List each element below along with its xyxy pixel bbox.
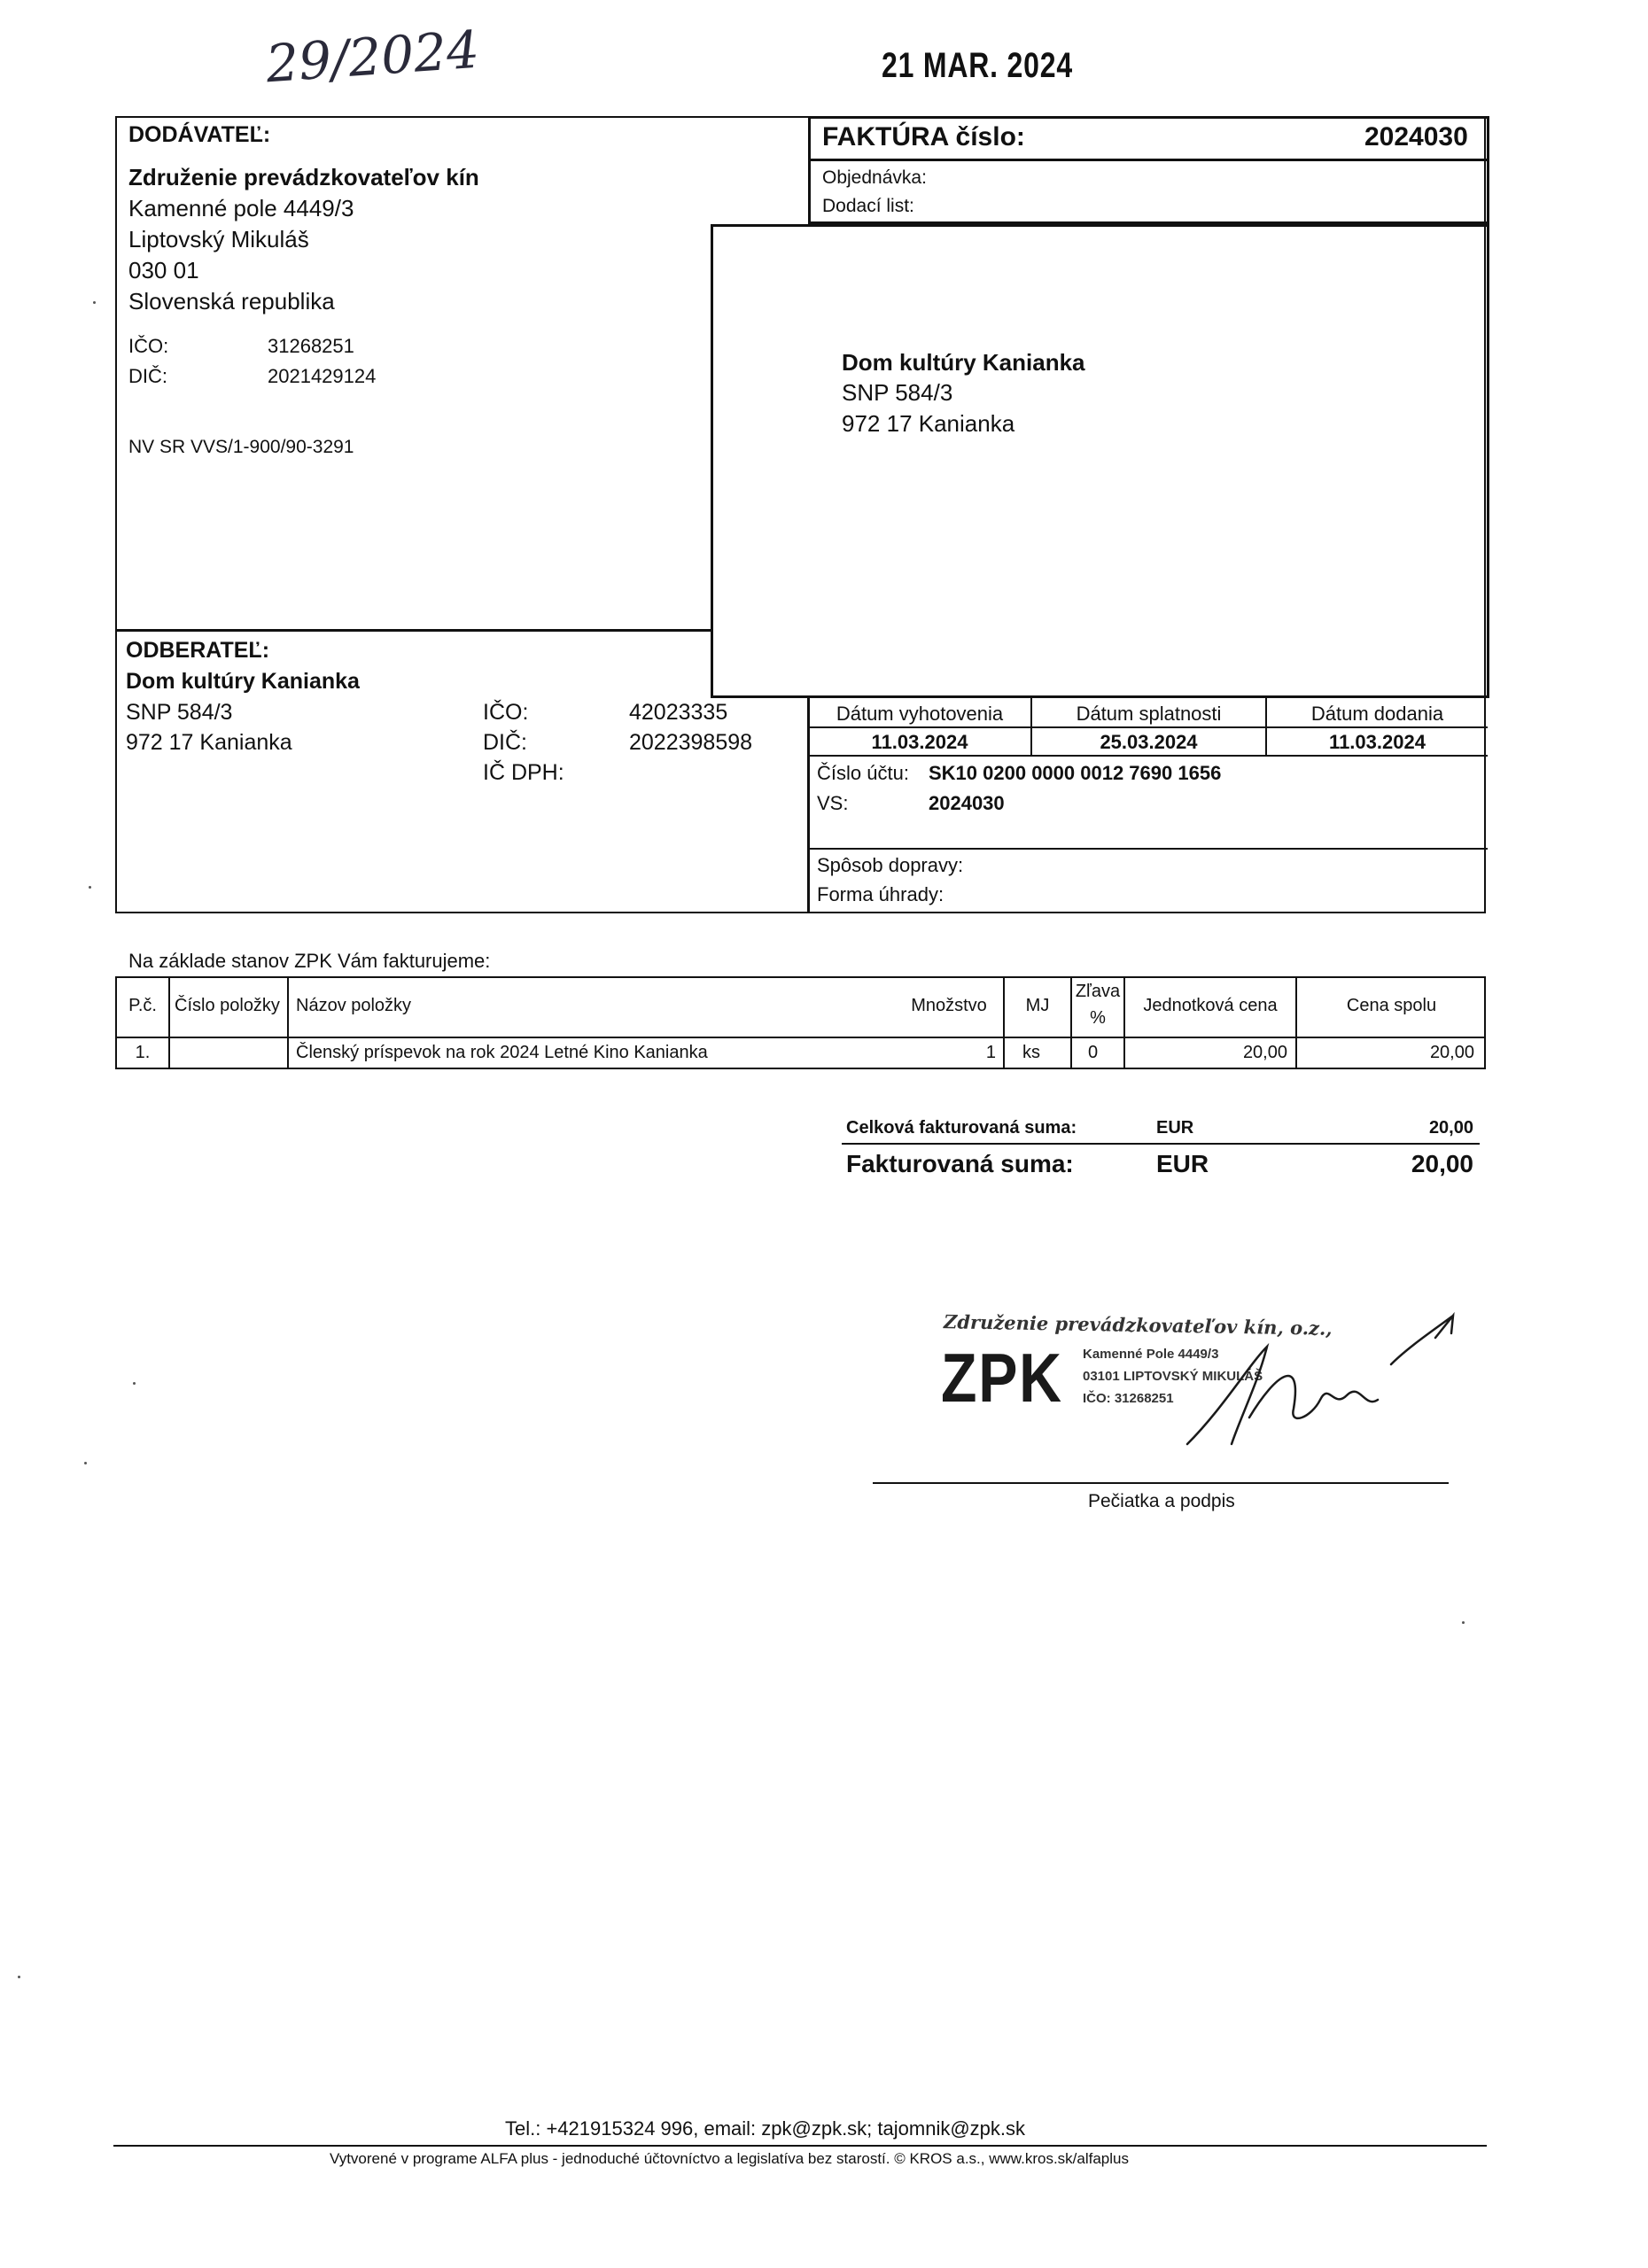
received-date-stamp: 21 MAR. 2024 [882,46,1073,85]
col-header-total: Cena spolu [1346,996,1437,1015]
issue-date: 11.03.2024 [871,731,968,753]
footer-line [113,2145,1487,2147]
dates-bottom-divider [807,755,1488,757]
invoiced-currency: EUR [1156,1150,1209,1177]
customer-name: Dom kultúry Kanianka [126,669,360,694]
col-header-discount-percent: % [1090,1008,1106,1028]
items-col-divider-2 [287,976,289,1069]
col-header-unit: MJ [1025,996,1050,1015]
items-intro: Na základe stanov ZPK Vám fakturujeme: [128,950,491,972]
invoice-number: 2024030 [1364,122,1468,151]
delivery-date: 11.03.2024 [1329,731,1426,753]
total-label: Celková fakturovaná suma: [846,1118,1077,1138]
stamp-logo: ZPK [941,1339,1063,1417]
due-date-label: Dátum splatnosti [1076,703,1222,725]
stamp-ico-line: IČO: 31268251 [1083,1391,1174,1406]
col-header-item-no: Číslo položky [175,996,280,1015]
scan-speck [93,301,96,304]
invoice-title: FAKTÚRA číslo: [822,122,1025,151]
supplier-name: Združenie prevádzkovateľov kín [128,164,479,190]
supplier-city: Liptovský Mikuláš [128,226,309,252]
recipient-address-window [711,224,1489,698]
vs-number: 2024030 [929,792,1005,814]
invoiced-value: 20,00 [1411,1150,1473,1177]
footer-contact: Tel.: +421915324 996, email: zpk@zpk.sk; tajomnik@zpk.sk [505,2117,1026,2140]
supplier-dic-label: DIČ: [128,365,167,387]
total-value: 20,00 [1428,1118,1473,1138]
total-currency: EUR [1156,1118,1194,1138]
scan-speck [1462,1621,1465,1624]
customer-dic: 2022398598 [629,730,753,755]
scan-speck [18,1976,20,1978]
footer-software: Vytvorené v programe ALFA plus - jednoduché účtovníctvo a legislatíva bez starostí. © KROS a.s., www.kros.sk/alfaplus [330,2150,1129,2167]
transport-label: Spôsob dopravy: [817,854,964,876]
item-total: 20,00 [1429,1043,1474,1062]
scan-speck [89,886,91,889]
col-header-pc: P.č. [128,996,157,1015]
supplier-zip: 030 01 [128,257,199,284]
supplier-country: Slovenská republika [128,288,335,315]
due-date: 25.03.2024 [1100,731,1198,753]
item-pc: 1. [135,1043,151,1062]
delivery-date-label: Dátum dodania [1310,703,1444,725]
item-qty: 1 [985,1043,996,1062]
vs-label: VS: [817,792,849,814]
recipient-street: SNP 584/3 [842,379,953,406]
items-col-divider-3 [1003,976,1005,1069]
item-unit: ks [1022,1043,1040,1062]
order-label: Objednávka: [822,167,927,188]
issue-date-label: Dátum vyhotovenia [836,703,1004,725]
stamp-address-line: Kamenné Pole 4449/3 [1083,1347,1219,1362]
supplier-ico-label: IČO: [128,335,169,357]
recipient-city: 972 17 Kanianka [842,410,1015,437]
invoice-number-divider [808,159,1489,161]
handwritten-registration-number: 29/2024 [263,19,482,95]
customer-city: 972 17 Kanianka [126,730,292,755]
scan-speck [133,1382,136,1385]
delivery-note-label: Dodací list: [822,196,914,216]
customer-dic-label: DIČ: [483,730,527,755]
customer-divider [115,629,712,632]
customer-ico: 42023335 [629,700,728,725]
dates-header-divider [807,726,1488,728]
supplier-dic: 2021429124 [268,365,377,387]
col-header-unit-price: Jednotková cena [1143,996,1278,1015]
customer-icdph-label: IČ DPH: [483,760,564,785]
col-header-discount: Zľava [1075,982,1121,1001]
invoiced-label: Fakturovaná suma: [846,1150,1074,1177]
customer-street: SNP 584/3 [126,700,233,725]
item-unit-price: 20,00 [1242,1043,1287,1062]
items-header-divider [115,1037,1486,1038]
account-label: Číslo účtu: [817,762,909,784]
item-discount: 0 [1088,1043,1099,1062]
signature-line [873,1482,1449,1484]
stamp-caption: Pečiatka a podpis [1088,1491,1235,1511]
items-col-divider-1 [168,976,170,1069]
customer-ico-label: IČO: [483,700,529,725]
col-header-name: Názov položky [296,996,412,1015]
stamp-city-line: 03101 LIPTOVSKÝ MIKULÁŠ [1083,1369,1263,1384]
stamp-organization-line: Združenie prevádzkovateľov kín, o.z., [943,1310,1333,1340]
account-number: SK10 0200 0000 0012 7690 1656 [929,762,1222,784]
totals-divider [842,1143,1480,1145]
customer-heading: ODBERATEĽ: [126,638,270,663]
transport-divider [807,848,1488,850]
item-name: Členský príspevok na rok 2024 Letné Kino Kanianka [296,1043,708,1062]
supplier-street: Kamenné pole 4449/3 [128,195,354,221]
supplier-heading: DODÁVATEĽ: [128,122,271,147]
col-header-qty: Množstvo [911,996,987,1015]
recipient-name: Dom kultúry Kanianka [842,349,1085,376]
supplier-ico: 31268251 [268,335,354,357]
signature [1170,1311,1489,1462]
scan-speck [84,1462,87,1464]
supplier-registration: NV SR VVS/1-900/90-3291 [128,437,354,457]
payment-form-label: Forma úhrady: [817,883,944,905]
